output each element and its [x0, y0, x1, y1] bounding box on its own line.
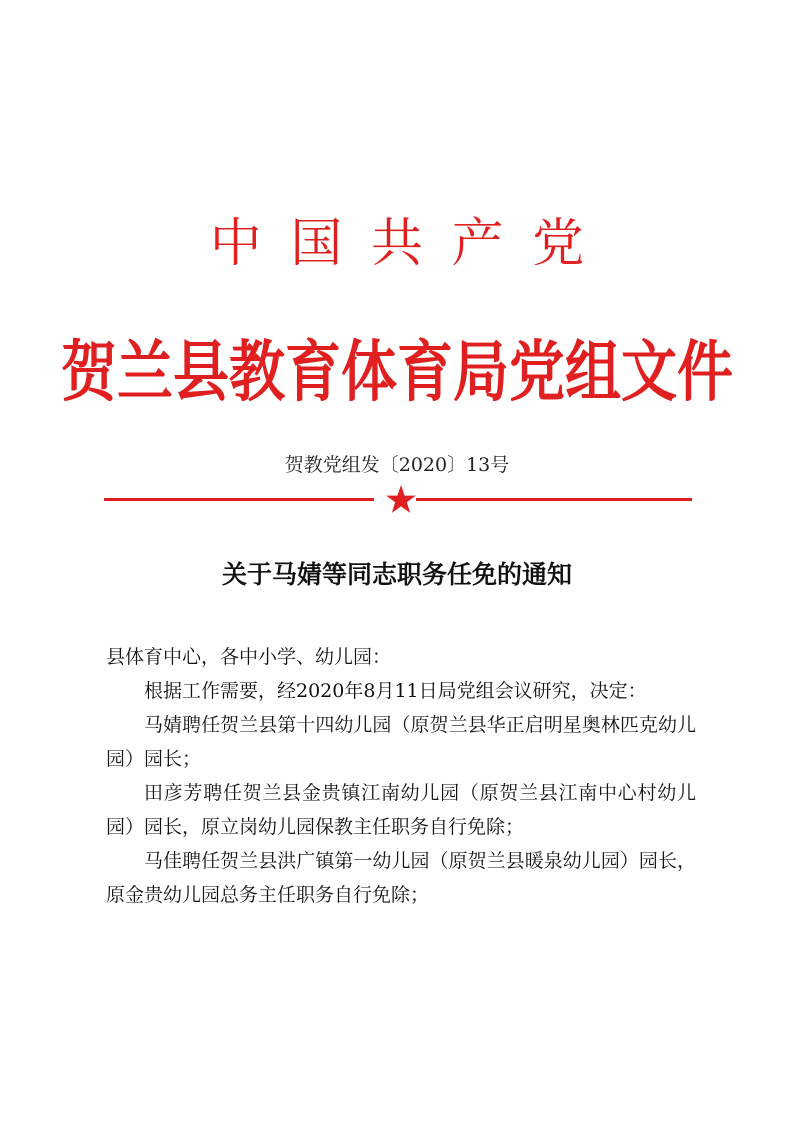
- document-body: [106, 640, 696, 912]
- issuer-document-header: 贺兰县教育体育局党组文件: [61, 334, 733, 411]
- red-divider: [104, 486, 692, 516]
- red-star-icon: [385, 484, 417, 516]
- document-number: 贺教党组发〔2020〕13号: [284, 454, 510, 476]
- body-paragraph: 田彦芳聘任贺兰县金贵镇江南幼儿园（原贺兰县江南中心村幼儿园）园长，原立岗幼儿园保教主任职务自行免除；: [106, 782, 696, 838]
- body-paragraph: 根据工作需要，经2020年8月11日局党组会议研究，决定：: [144, 680, 647, 702]
- divider-line-right: [416, 498, 692, 501]
- divider-line-left: [104, 498, 374, 501]
- issuer-party-name: 中国共产党: [209, 214, 613, 274]
- body-paragraph: 马婧聘任贺兰县第十四幼儿园（原贺兰县华正启明星奥林匹克幼儿园）园长；: [106, 714, 696, 770]
- body-paragraph: 马佳聘任贺兰县洪广镇第一幼儿园（原贺兰县暖泉幼儿园）园长，原金贵幼儿园总务主任职务自行免除；: [106, 850, 696, 906]
- salutation: 县体育中心，各中小学、幼儿园：: [106, 646, 392, 668]
- document-title: 关于马婧等同志职务任免的通知: [221, 560, 572, 589]
